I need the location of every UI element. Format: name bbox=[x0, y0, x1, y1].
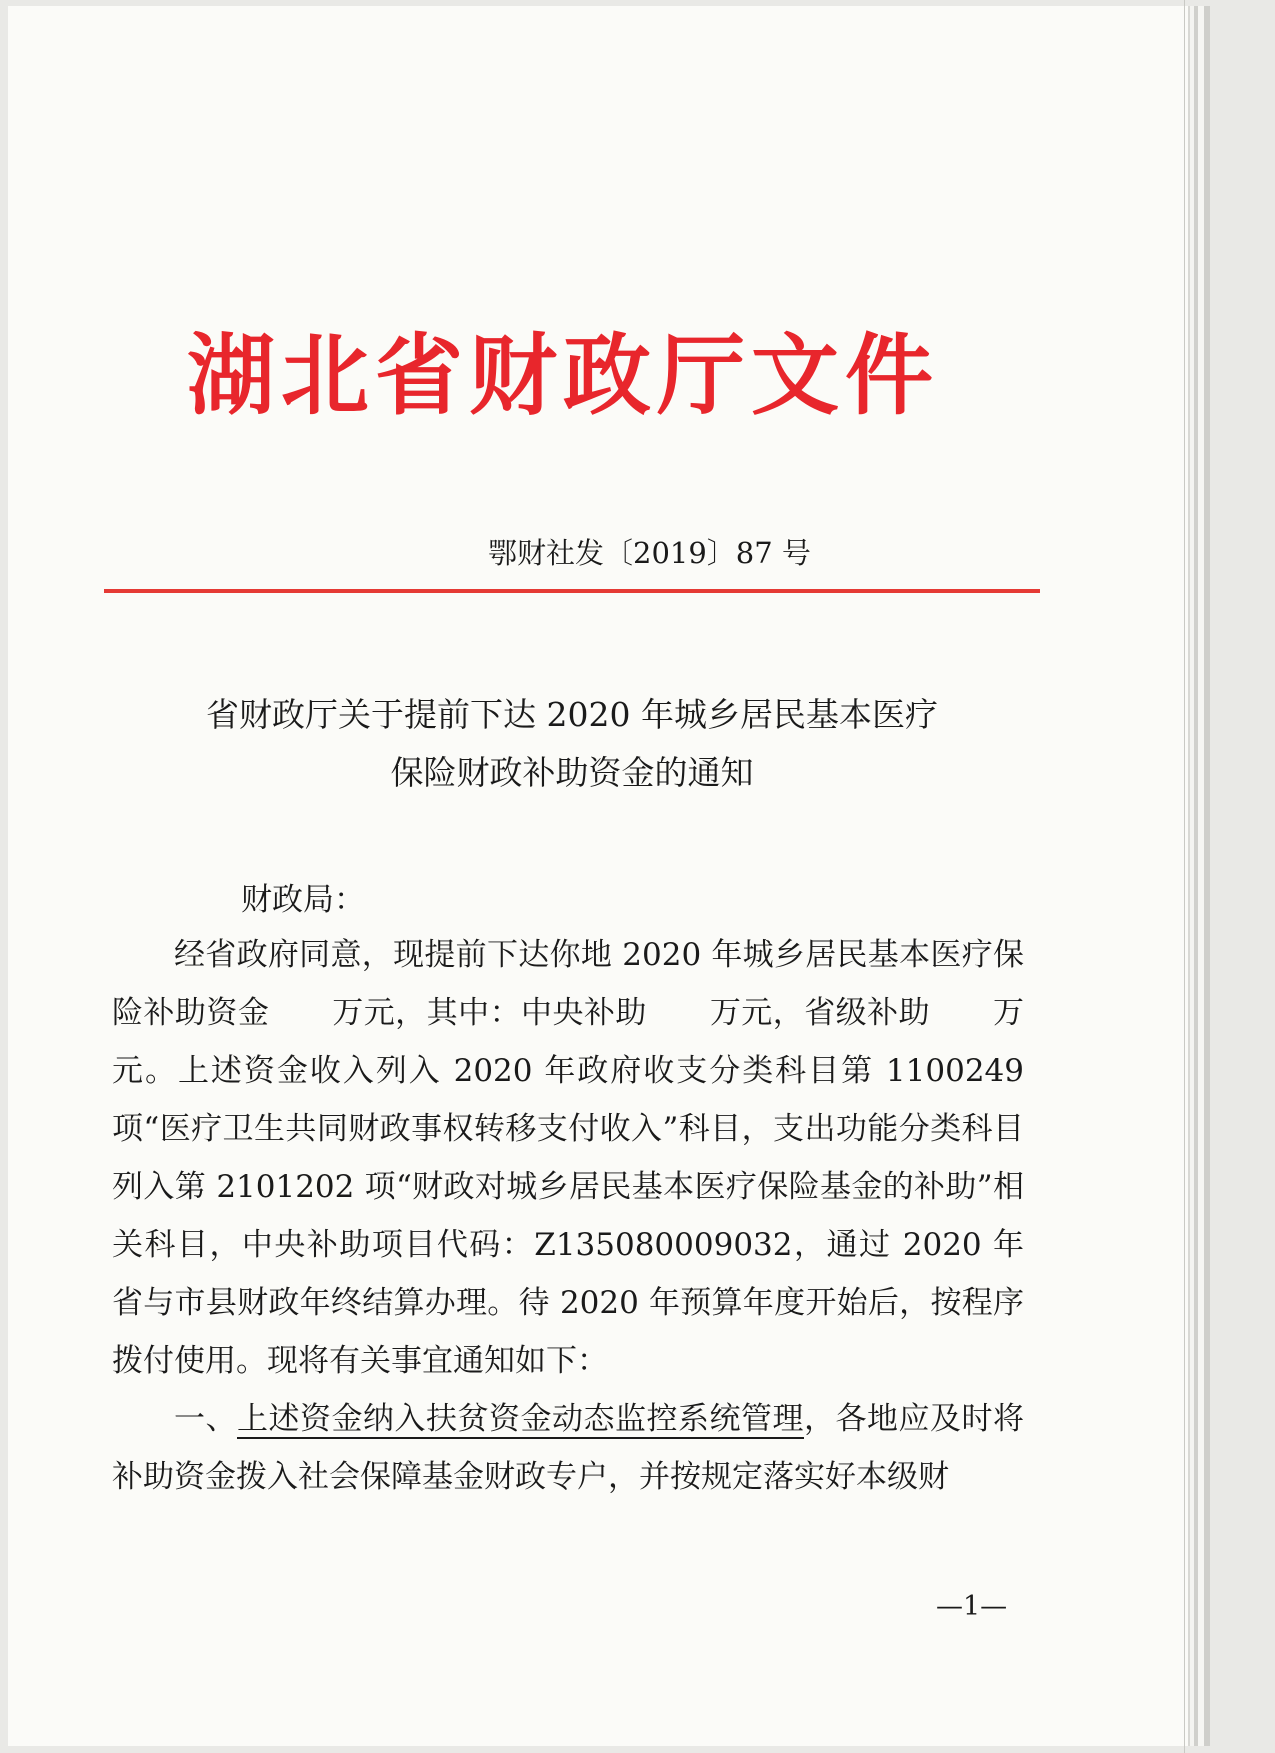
stacked-page-edges bbox=[1184, 0, 1215, 1753]
page-number: —1— bbox=[936, 1591, 1008, 1622]
document-page bbox=[8, 6, 1188, 1746]
paragraph-intro: 经省政府同意，现提前下达你地 2020 年城乡居民基本医疗保险补助资金 万元，其中：中央补助 万元，省级补助 万元。上述资金收入列入 2020 年政府收支分类科目第 1100249 项“医疗卫生共同财政事权转移支付收入”科目，支出功能分类科目列入第 2101202 项“财政对城乡居民基本医疗保险基金的补助”相关科目，中央补助项目代码：Z135080009032，通过 2020 年省与市县财政年终结算办理。待 2020 年预算年度开始后，按程序拨付使用。现将有关事宜通知如下： bbox=[112, 937, 1024, 1379]
title-line-1: 省财政厅关于提前下达 2020 年城乡居民基本医疗 bbox=[206, 695, 938, 734]
item-1-rest: ，各地应及时将补助资金拨入社会保障基金财政专户，并按规定落实好本级财 bbox=[112, 1401, 1024, 1495]
title-line-2: 保险财政补助资金的通知 bbox=[390, 753, 754, 792]
body-text bbox=[112, 926, 1024, 1506]
item-1-underlined-text: 上述资金纳入扶贫资金动态监控系统管理 bbox=[237, 1401, 804, 1437]
header-title: 湖北省财政厅文件 bbox=[186, 324, 939, 427]
salutation: 财政局： bbox=[241, 882, 365, 918]
paragraph-item-1 bbox=[112, 1390, 1024, 1506]
document-title bbox=[104, 686, 1040, 802]
item-1-prefix: 一、 bbox=[174, 1401, 237, 1437]
document-number: 鄂财社发〔2019〕87 号 bbox=[488, 536, 811, 570]
red-divider bbox=[104, 589, 1040, 593]
